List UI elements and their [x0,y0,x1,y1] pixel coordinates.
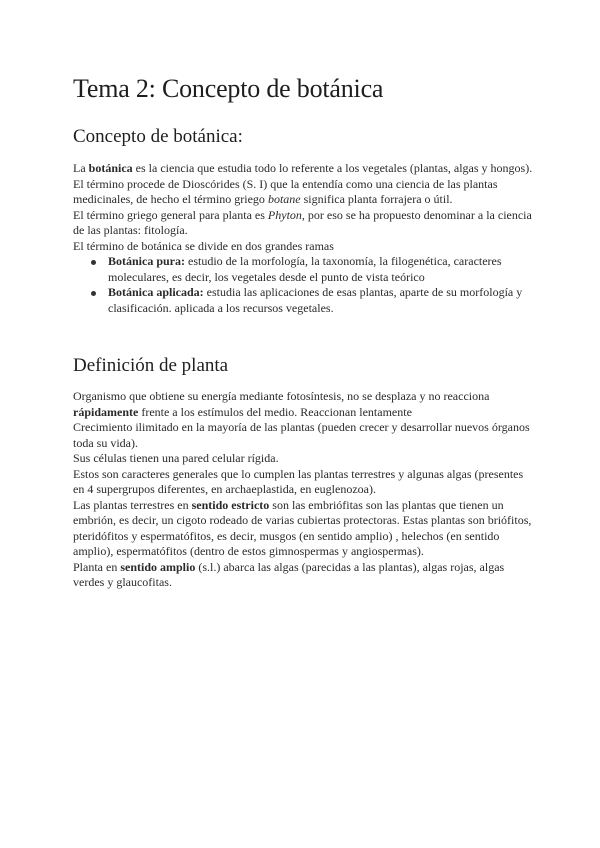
text-run: El término procede de Dioscórides (S. I) que la entendía como una ciencia de las plantas medicinales, de hecho el término griego [73,176,498,206]
text-run: significa planta forrajera o útil. [300,192,453,206]
italic-term: botane [267,192,301,206]
text-run: Planta en [73,559,121,574]
bold-term: sentido estricto [191,497,270,512]
bold-term: botánica [88,161,133,175]
section-heading-definicion: Definición de planta [73,355,229,376]
text-run: La [73,161,89,175]
bold-term: Botánica pura: [108,254,186,268]
bold-term: Botánica aplicada: [108,285,204,299]
text-run: son las embriófitas son las plantas que tienen un embrión, es decir, un cigoto rodeado de varias cubiertas protectoras. Estas plantas son briófitos, pteridófitos y espermatófitos, es decir, musgos (en sentido amplio) , helechos (en sentido amplio), espermatófitos (dentro de estos gimnospermas y angiospermas). [73,497,532,558]
text-run: , por eso se ha propuesto denominar a la ciencia de las plantas: fitología. [73,207,532,237]
list-item [108,254,533,285]
bullet-list [73,254,533,316]
paragraph: Estos son caracteres generales que lo cumplen las plantas terrestres y algunas algas (presentes en 4 supergrupos diferentes, en archaeplastida, en euglenozoa). [73,466,524,496]
paragraph: Sus células tienen una pared celular rígida. [73,451,279,465]
text-run: estudio de la morfología, la taxonomía, la filogenética, caracteres moleculares, es decir, los vegetales desde el punto de vista teórico [108,254,502,284]
text-run: El término griego general para planta es [73,207,268,222]
paragraph: Crecimiento ilimitado en la mayoría de las plantas (pueden crecer y desarrollar nuevos órganos toda su vida). [73,420,530,450]
bold-term: rápidamente [73,404,139,419]
paragraph: El término de botánica se divide en dos grandes ramas [73,238,334,253]
list-item [108,285,533,316]
text-run: frente a los estímulos del medio. Reaccionan lentamente [138,404,412,419]
text-run: es la ciencia que estudia todo lo referente a los vegetales (plantas, algas y hongos). [132,161,533,175]
text-run: estudia las aplicaciones de esas plantas, aparte de su morfología y clasificación. aplicada a los recursos vegetales. [108,285,523,315]
text-run: Las plantas terrestres en [73,497,192,512]
text-run: (s.l.) abarca las algas (parecidas a las plantas), algas rojas, algas verdes y glaucofitas. [73,559,505,589]
document-title: Tema 2: Concepto de botánica [73,74,384,103]
bold-term: sentido amplio [120,559,196,574]
paragraph [73,560,533,591]
text-run: Organismo que obtiene su energía mediante fotosíntesis, no se desplaza y no reacciona [73,389,490,403]
paragraph [73,498,533,560]
section-heading-concepto: Concepto de botánica: [73,126,243,147]
paragraph [73,208,533,239]
italic-term: Phyton [267,207,302,222]
paragraph [73,389,533,420]
section-body-concepto [73,161,533,316]
section-body-definicion [73,389,533,591]
paragraph [73,177,533,208]
paragraph [73,161,533,177]
